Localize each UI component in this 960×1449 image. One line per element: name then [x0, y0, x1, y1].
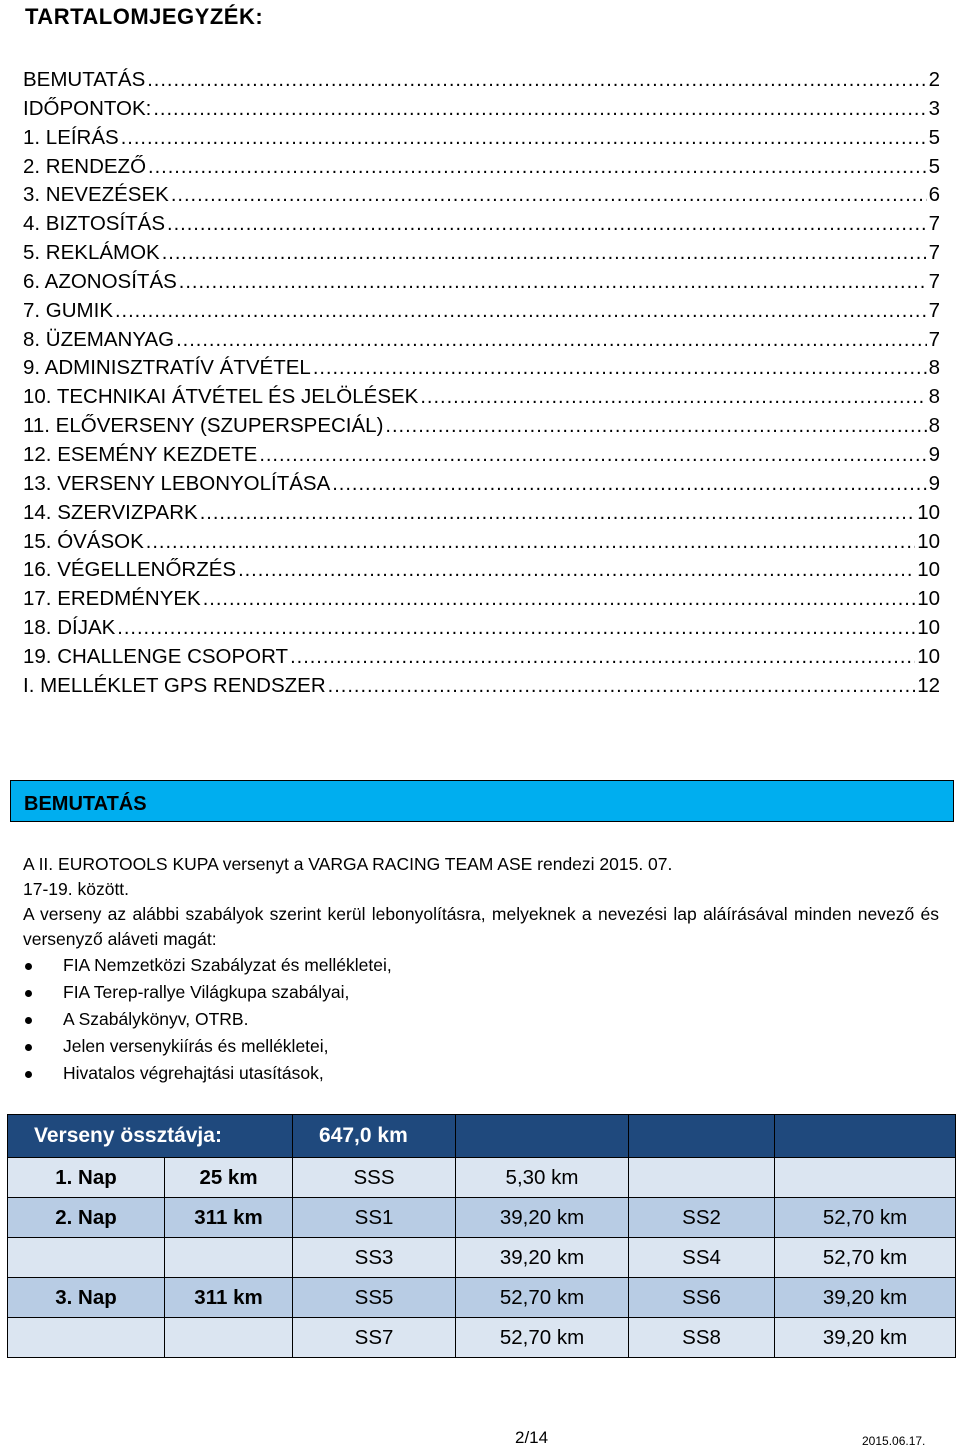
- stage-cell: SSS: [293, 1158, 456, 1198]
- day-cell: [8, 1318, 165, 1358]
- stage-cell: SS5: [293, 1278, 456, 1318]
- toc-leader-dots: [328, 672, 916, 701]
- toc-entry[interactable]: [23, 383, 940, 412]
- toc-entry[interactable]: [23, 643, 940, 672]
- stage-cell: SS1: [293, 1198, 456, 1238]
- total-distance-value: 647,0 km: [293, 1115, 456, 1158]
- toc-entry-page: 5: [928, 154, 940, 178]
- day-distance-cell: 25 km: [165, 1158, 293, 1198]
- toc-entry-page: 8: [928, 356, 940, 380]
- toc-entry-label: 2. RENDEZŐ: [23, 154, 147, 178]
- stage-distance-cell: 39,20 km: [775, 1278, 956, 1318]
- toc-entry-label: 14. SZERVIZPARK: [23, 500, 198, 524]
- toc-entry-page: 8: [928, 414, 940, 438]
- toc-entry-page: 8: [928, 385, 940, 409]
- table-cell: [456, 1115, 629, 1158]
- stage-distance-cell: 52,70 km: [456, 1318, 629, 1358]
- toc-entry[interactable]: [23, 556, 940, 585]
- list-item-text: FIA Nemzetközi Szabályzat és mellékletei,: [63, 955, 392, 975]
- table-header-row: [8, 1115, 956, 1158]
- bullet-icon: [25, 1071, 32, 1078]
- table-row: [8, 1238, 956, 1278]
- intro-paragraph: A verseny az alábbi szabályok szerint kerül lebonyolításra, melyeknek a nevezési lap aláírásával minden nevező és versenyző aláveti magát:: [23, 904, 939, 949]
- stage-distance-cell: 39,20 km: [456, 1238, 629, 1278]
- toc-leader-dots: [332, 470, 926, 499]
- toc-entry[interactable]: [23, 66, 940, 95]
- toc-leader-dots: [121, 124, 927, 153]
- toc-entry[interactable]: [23, 672, 940, 701]
- toc-entry-label: 17. EREDMÉNYEK: [23, 587, 201, 611]
- rules-list: [23, 952, 939, 1087]
- toc-entry[interactable]: [23, 441, 940, 470]
- toc-leader-dots: [148, 153, 927, 182]
- toc-leader-dots: [162, 239, 927, 268]
- toc-leader-dots: [147, 66, 926, 95]
- stage-distance-cell: 52,70 km: [456, 1278, 629, 1318]
- list-item: [23, 1033, 939, 1060]
- toc-entry-label: 9. ADMINISZTRATÍV ÁTVÉTEL: [23, 356, 311, 380]
- toc-entry-page: 7: [928, 298, 940, 322]
- toc-entry[interactable]: [23, 153, 940, 182]
- toc-leader-dots: [238, 556, 915, 585]
- toc-entry-label: 7. GUMIK: [23, 298, 113, 322]
- toc-leader-dots: [420, 383, 926, 412]
- toc-entry-page: 9: [928, 442, 940, 466]
- toc-entry-label: 10. TECHNIKAI ÁTVÉTEL ÉS JELÖLÉSEK: [23, 385, 419, 409]
- toc-entry-label: IDŐPONTOK:: [23, 96, 152, 120]
- toc-entry-label: 5. REKLÁMOK: [23, 241, 160, 265]
- table-cell: [775, 1115, 956, 1158]
- toc-leader-dots: [179, 268, 927, 297]
- toc-leader-dots: [200, 499, 915, 528]
- toc-leader-dots: [153, 95, 926, 124]
- toc-leader-dots: [385, 412, 926, 441]
- toc-entry[interactable]: [23, 412, 940, 441]
- toc-entry[interactable]: [23, 239, 940, 268]
- toc-entry-page: 7: [928, 241, 940, 265]
- stage-cell: SS6: [629, 1278, 775, 1318]
- toc-leader-dots: [176, 326, 926, 355]
- toc-leader-dots: [259, 441, 926, 470]
- toc-entry-label: 19. CHALLENGE CSOPORT: [23, 644, 289, 668]
- toc-entry-label: 3. NEVEZÉSEK: [23, 183, 169, 207]
- toc-entry-page: 7: [928, 269, 940, 293]
- stage-distance-cell: 52,70 km: [775, 1238, 956, 1278]
- toc-entry[interactable]: [23, 585, 940, 614]
- toc-entry-label: 4. BIZTOSÍTÁS: [23, 212, 166, 236]
- toc-entry[interactable]: [23, 124, 940, 153]
- toc-leader-dots: [171, 181, 927, 210]
- table-row: [8, 1318, 956, 1358]
- toc-entry-label: I. MELLÉKLET GPS RENDSZER: [23, 673, 326, 697]
- toc-entry[interactable]: [23, 95, 940, 124]
- toc-leader-dots: [146, 528, 915, 557]
- toc-entry-page: 6: [928, 183, 940, 207]
- total-distance-label: Verseny össztávja:: [8, 1115, 293, 1158]
- table-row: [8, 1158, 956, 1198]
- day-distance-cell: 311 km: [165, 1278, 293, 1318]
- toc-entry-page: 7: [928, 327, 940, 351]
- toc-entry-label: BEMUTATÁS: [23, 68, 146, 91]
- toc-leader-dots: [117, 614, 915, 643]
- day-distance-cell: [165, 1238, 293, 1278]
- bullet-icon: [25, 963, 32, 970]
- toc-leader-dots: [313, 354, 927, 383]
- toc-leader-dots: [203, 585, 915, 614]
- day-distance-cell: [165, 1318, 293, 1358]
- toc-entry-page: 2: [928, 68, 940, 91]
- intro-text: [23, 852, 939, 1087]
- list-item-text: FIA Terep-rallye Világkupa szabályai,: [63, 982, 350, 1002]
- stage-cell: SS7: [293, 1318, 456, 1358]
- table-cell: [629, 1115, 775, 1158]
- toc-leader-dots: [115, 297, 927, 326]
- toc-entry[interactable]: [23, 326, 940, 355]
- toc-entry-page: 10: [917, 644, 940, 668]
- list-item: [23, 1060, 939, 1087]
- day-cell: 3. Nap: [8, 1278, 165, 1318]
- toc-entry-label: 8. ÜZEMANYAG: [23, 327, 175, 351]
- toc-entry-label: 11. ELŐVERSENY (SZUPERSPECIÁL): [23, 414, 384, 438]
- table-row: [8, 1198, 956, 1238]
- document-date: 2015.06.17.: [862, 1434, 926, 1448]
- toc-entry-page: 12: [917, 673, 940, 697]
- toc-entry[interactable]: [23, 470, 940, 499]
- day-cell: 2. Nap: [8, 1198, 165, 1238]
- intro-line: 17-19. között.: [23, 879, 130, 899]
- toc-leader-dots: [167, 210, 927, 239]
- toc-entry[interactable]: [23, 499, 940, 528]
- list-item: [23, 1006, 939, 1033]
- day-cell: [8, 1238, 165, 1278]
- section-title: BEMUTATÁS: [24, 793, 147, 815]
- stage-distance-cell: [775, 1158, 956, 1198]
- toc-title: TARTALOMJEGYZÉK:: [25, 4, 264, 29]
- list-item-text: Hivatalos végrehajtási utasítások,: [63, 1063, 324, 1083]
- stage-cell: SS3: [293, 1238, 456, 1278]
- table-of-contents: [23, 66, 940, 701]
- toc-leader-dots: [290, 643, 915, 672]
- stage-distance-cell: 39,20 km: [456, 1198, 629, 1238]
- toc-entry-label: 1. LEÍRÁS: [23, 125, 119, 149]
- list-item: [23, 979, 939, 1006]
- bullet-icon: [25, 1017, 32, 1024]
- intro-line: A II. EUROTOOLS KUPA versenyt a VARGA RACING TEAM ASE rendezi 2015. 07.: [23, 854, 673, 874]
- toc-entry[interactable]: [23, 297, 940, 326]
- table-row: [8, 1278, 956, 1318]
- stage-cell: SS2: [629, 1198, 775, 1238]
- toc-entry-page: 5: [928, 125, 940, 149]
- stage-cell: SS8: [629, 1318, 775, 1358]
- stage-distance-cell: 39,20 km: [775, 1318, 956, 1358]
- race-distance-table: [7, 1114, 956, 1358]
- toc-entry-page: 10: [917, 529, 940, 553]
- stage-cell: SS4: [629, 1238, 775, 1278]
- bullet-icon: [25, 990, 32, 997]
- stage-distance-cell: 52,70 km: [775, 1198, 956, 1238]
- toc-entry-label: 15. ÓVÁSOK: [23, 529, 144, 553]
- toc-entry-label: 12. ESEMÉNY KEZDETE: [23, 442, 258, 466]
- bullet-icon: [25, 1044, 32, 1051]
- toc-entry-page: 10: [917, 500, 940, 524]
- toc-entry[interactable]: [23, 181, 940, 210]
- toc-entry-page: 9: [928, 471, 940, 495]
- toc-entry-label: 16. VÉGELLENŐRZÉS: [23, 558, 237, 582]
- list-item: [23, 952, 939, 979]
- stage-distance-cell: 5,30 km: [456, 1158, 629, 1198]
- toc-entry[interactable]: [23, 354, 940, 383]
- stage-cell: [629, 1158, 775, 1198]
- day-distance-cell: 311 km: [165, 1198, 293, 1238]
- list-item-text: A Szabálykönyv, OTRB.: [63, 1009, 249, 1029]
- toc-entry-label: 13. VERSENY LEBONYOLÍTÁSA: [23, 471, 331, 495]
- toc-entry-page: 10: [917, 587, 940, 611]
- toc-entry-label: 6. AZONOSÍTÁS: [23, 269, 177, 293]
- toc-entry[interactable]: [23, 614, 940, 643]
- toc-entry-page: 7: [928, 212, 940, 236]
- page-number: 2/14: [515, 1428, 549, 1447]
- section-heading-bar: [10, 780, 954, 822]
- list-item-text: Jelen versenykiírás és mellékletei,: [63, 1036, 329, 1056]
- toc-entry[interactable]: [23, 528, 940, 557]
- toc-entry-label: 18. DÍJAK: [23, 616, 116, 640]
- toc-entry-page: 10: [917, 616, 940, 640]
- toc-entry-page: 10: [917, 558, 940, 582]
- day-cell: 1. Nap: [8, 1158, 165, 1198]
- toc-entry-page: 3: [928, 96, 940, 120]
- toc-entry[interactable]: [23, 268, 940, 297]
- toc-entry[interactable]: [23, 210, 940, 239]
